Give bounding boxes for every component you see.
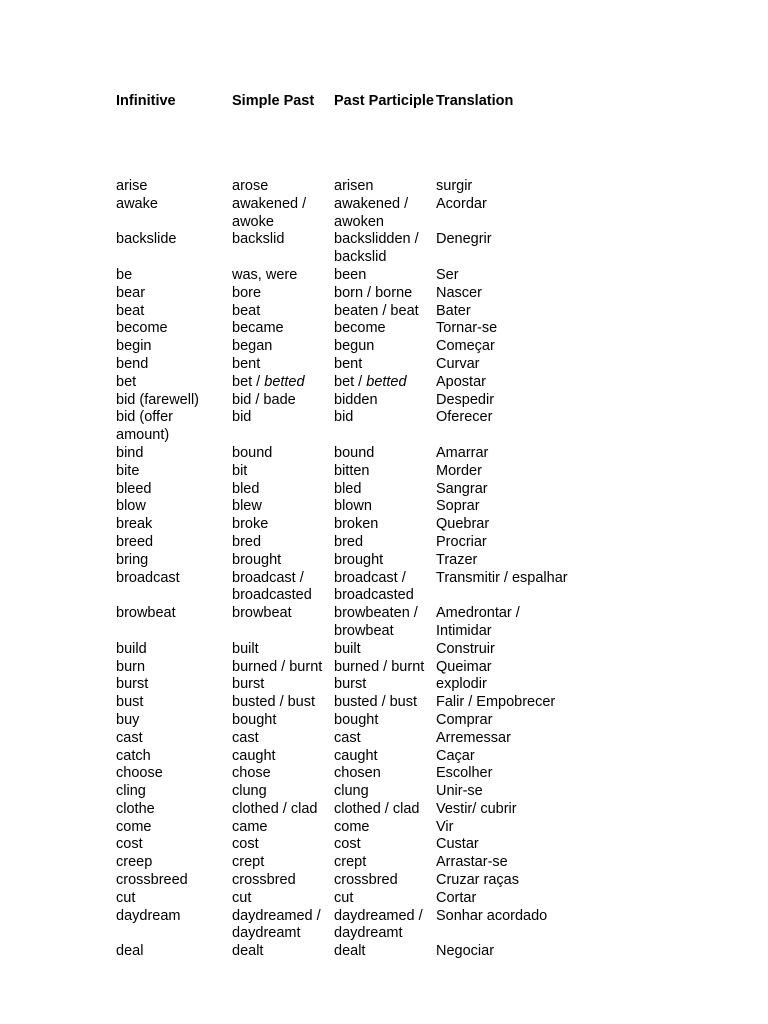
cell-simple-past: cast [232,729,259,746]
cell-past-participle: dealt [334,943,366,960]
cell-past-participle: awakened / awoken [334,195,409,230]
cell-simple-past: burst [232,676,265,693]
cell-infinitive: cost [116,836,143,853]
cell-simple-past: began [232,338,273,355]
cell-infinitive: backslide [116,231,177,248]
cell-simple-past: busted / bust [232,694,316,711]
table-row [114,178,574,196]
cell-simple-past: clung [232,783,267,800]
cell-infinitive: clothe [116,800,155,817]
cell-simple-past: built [232,640,259,657]
cell-translation: Oferecer [436,409,493,426]
cell-infinitive: be [116,266,133,283]
cell-past-participle: broadcast / broadcasted [334,569,414,604]
cell-infinitive: build [116,640,147,657]
cell-translation: Nascer [436,284,482,301]
cell-infinitive: become [116,320,168,337]
header-simple-past: Simple Past [232,93,315,109]
table-row [114,481,574,499]
table-row [114,409,574,445]
table-row [114,854,574,872]
cell-past-participle: blown [334,498,372,515]
cell-past-participle: come [334,818,370,835]
cell-simple-past: came [232,818,268,835]
table-row [114,356,574,374]
cell-past-participle: browbeaten / browbeat [334,605,418,639]
table-row [114,712,574,730]
cell-infinitive: deal [116,943,144,960]
cell-infinitive: blow [116,498,146,515]
italic-form: betted [366,373,407,390]
cell-past-participle: daydreamed / daydreamt [334,907,423,942]
cell-translation: Custar [436,836,479,853]
cell-infinitive: bite [116,462,140,479]
cell-past-participle: clothed / clad [334,800,420,817]
table-body [114,178,574,961]
cell-translation: Vestir/ cubrir [436,800,517,817]
cell-simple-past: cut [232,889,252,906]
cell-past-participle: burned / burnt [334,658,425,675]
cell-past-participle: broken [334,516,379,533]
cell-infinitive: creep [116,854,153,871]
cell-simple-past: became [232,320,284,337]
cell-translation: Amarrar [436,444,489,461]
table-row [114,765,574,783]
cell-past-participle: bred [334,533,364,550]
cell-simple-past: bid / bade [232,391,296,408]
cell-simple-past: bore [232,284,262,301]
cell-translation: Despedir [436,391,495,408]
table-row [114,801,574,819]
table-row [114,748,574,766]
header-translation: Translation [436,93,514,109]
cell-simple-past: beat [232,302,261,319]
cell-simple-past: broadcast / broadcasted [232,569,312,604]
cell-translation: Ser [436,266,459,283]
cell-simple-past: cost [232,836,259,853]
cell-translation: Acordar [436,195,487,212]
cell-past-participle: chosen [334,765,381,782]
cell-simple-past: bred [232,533,262,550]
cell-infinitive: daydream [116,907,181,924]
cell-simple-past: bet / betted [232,373,305,390]
cell-simple-past: bled [232,480,260,497]
cell-past-participle: clung [334,783,369,800]
table-row [114,605,574,641]
cell-translation: Sonhar acordado [436,907,548,924]
cell-past-participle: caught [334,747,378,764]
cell-simple-past: dealt [232,943,264,960]
cell-simple-past: awakened / awoke [232,195,307,230]
cell-simple-past: crept [232,854,265,871]
cell-past-participle: cost [334,836,361,853]
table-header-row [114,93,574,178]
table-row [114,552,574,570]
cell-simple-past: bit [232,462,248,479]
cell-infinitive: begin [116,338,152,355]
cell-infinitive: cling [116,783,146,800]
cell-translation: Amedrontar / Intimidar [436,605,520,639]
cell-infinitive: burn [116,658,146,675]
cell-infinitive: bind [116,444,144,461]
cell-translation: Arremessar [436,729,511,746]
cell-simple-past: arose [232,178,269,194]
cell-past-participle: bet / betted [334,373,407,390]
table-row [114,836,574,854]
cell-infinitive: bear [116,284,146,301]
table-row [114,943,574,961]
table-row [114,534,574,552]
cell-infinitive: choose [116,765,163,782]
cell-infinitive: buy [116,711,140,728]
cell-infinitive: burst [116,676,149,693]
cell-infinitive: cast [116,729,143,746]
table-row [114,872,574,890]
cell-translation: Bater [436,302,471,319]
cell-translation: Quebrar [436,516,490,533]
cell-past-participle: bent [334,355,363,372]
cell-simple-past: blew [232,498,262,515]
cell-translation: surgir [436,178,473,194]
cell-translation: Negociar [436,943,495,960]
cell-translation: Procriar [436,533,487,550]
cell-translation: Começar [436,338,495,355]
cell-past-participle: bid [334,409,354,426]
cell-translation: Soprar [436,498,480,515]
cell-past-participle: cut [334,889,354,906]
table-row [114,516,574,534]
cell-past-participle: backslidden / backslid [334,231,419,266]
cell-infinitive: beat [116,302,145,319]
cell-infinitive: break [116,516,153,533]
cell-simple-past: brought [232,551,282,568]
cell-infinitive: bleed [116,480,152,497]
cell-simple-past: chose [232,765,271,782]
table-row [114,267,574,285]
cell-simple-past: broke [232,516,269,533]
table-row [114,908,574,944]
cell-translation: Morder [436,462,482,479]
table-row [114,694,574,712]
cell-translation: Denegrir [436,231,492,248]
cell-past-participle: busted / bust [334,694,418,711]
table-row [114,676,574,694]
cell-past-participle: burst [334,676,367,693]
cell-past-participle: crept [334,854,367,871]
table-row [114,374,574,392]
cell-infinitive: bet [116,373,137,390]
cell-simple-past: crossbred [232,872,296,889]
table-row [114,231,574,267]
table-row [114,570,574,606]
cell-translation: explodir [436,676,487,693]
cell-simple-past: daydreamed / daydreamt [232,907,321,942]
cell-infinitive: breed [116,533,154,550]
cell-simple-past: caught [232,747,276,764]
cell-infinitive: catch [116,747,151,764]
table-row [114,392,574,410]
cell-past-participle: bled [334,480,362,497]
cell-simple-past: browbeat [232,605,292,622]
table-row [114,783,574,801]
table-row [114,498,574,516]
cell-past-participle: bound [334,444,375,461]
cell-translation: Falir / Empobrecer [436,694,556,711]
cell-infinitive: bend [116,355,149,372]
table-row [114,338,574,356]
cell-translation: Arrastar-se [436,854,508,871]
cell-simple-past: bid [232,409,252,426]
cell-translation: Vir [436,818,454,835]
cell-simple-past: backslid [232,231,285,248]
cell-past-participle: been [334,266,367,283]
cell-translation: Unir-se [436,783,483,800]
header-past-participle: Past Participle [334,93,434,109]
cell-simple-past: bound [232,444,273,461]
table-row [114,659,574,677]
cell-infinitive: bid (offer amount) [116,409,173,444]
irregular-verbs-table [114,93,574,961]
cell-past-participle: crossbred [334,872,398,889]
table-row [114,445,574,463]
cell-translation: Trazer [436,551,478,568]
table-row [114,730,574,748]
cell-translation: Transmitir / espalhar [436,569,568,586]
cell-infinitive: arise [116,178,148,194]
cell-infinitive: come [116,818,152,835]
cell-simple-past: clothed / clad [232,800,318,817]
cell-past-participle: cast [334,729,361,746]
cell-simple-past: bought [232,711,277,728]
table-row [114,285,574,303]
cell-translation: Queimar [436,658,492,675]
table-row [114,890,574,908]
cell-past-participle: become [334,320,386,337]
header-infinitive: Infinitive [116,93,176,109]
cell-infinitive: awake [116,195,158,212]
cell-past-participle: brought [334,551,384,568]
cell-translation: Comprar [436,711,493,728]
cell-translation: Caçar [436,747,475,764]
cell-past-participle: bought [334,711,379,728]
cell-translation: Tornar-se [436,320,498,337]
table-row [114,303,574,321]
cell-infinitive: bust [116,694,144,711]
table-row [114,641,574,659]
cell-past-participle: beaten / beat [334,302,419,319]
italic-form: betted [264,373,305,390]
table-row [114,463,574,481]
cell-past-participle: bidden [334,391,378,408]
cell-translation: Apostar [436,373,486,390]
cell-infinitive: crossbreed [116,872,188,889]
cell-translation: Escolher [436,765,493,782]
table-row [114,320,574,338]
cell-infinitive: cut [116,889,136,906]
cell-infinitive: broadcast [116,569,180,586]
cell-translation: Cruzar raças [436,872,519,889]
cell-infinitive: bring [116,551,149,568]
table-row [114,819,574,837]
cell-translation: Sangrar [436,480,488,497]
table-row [114,196,574,232]
cell-translation: Curvar [436,355,480,372]
cell-infinitive: bid (farewell) [116,391,199,408]
cell-past-participle: arisen [334,178,374,194]
cell-infinitive: browbeat [116,605,176,622]
cell-past-participle: born / borne [334,284,413,301]
cell-past-participle: begun [334,338,375,355]
cell-past-participle: built [334,640,361,657]
cell-past-participle: bitten [334,462,370,479]
cell-translation: Cortar [436,889,477,906]
cell-simple-past: burned / burnt [232,658,323,675]
cell-translation: Construir [436,640,495,657]
cell-simple-past: bent [232,355,261,372]
cell-simple-past: was, were [232,266,298,283]
